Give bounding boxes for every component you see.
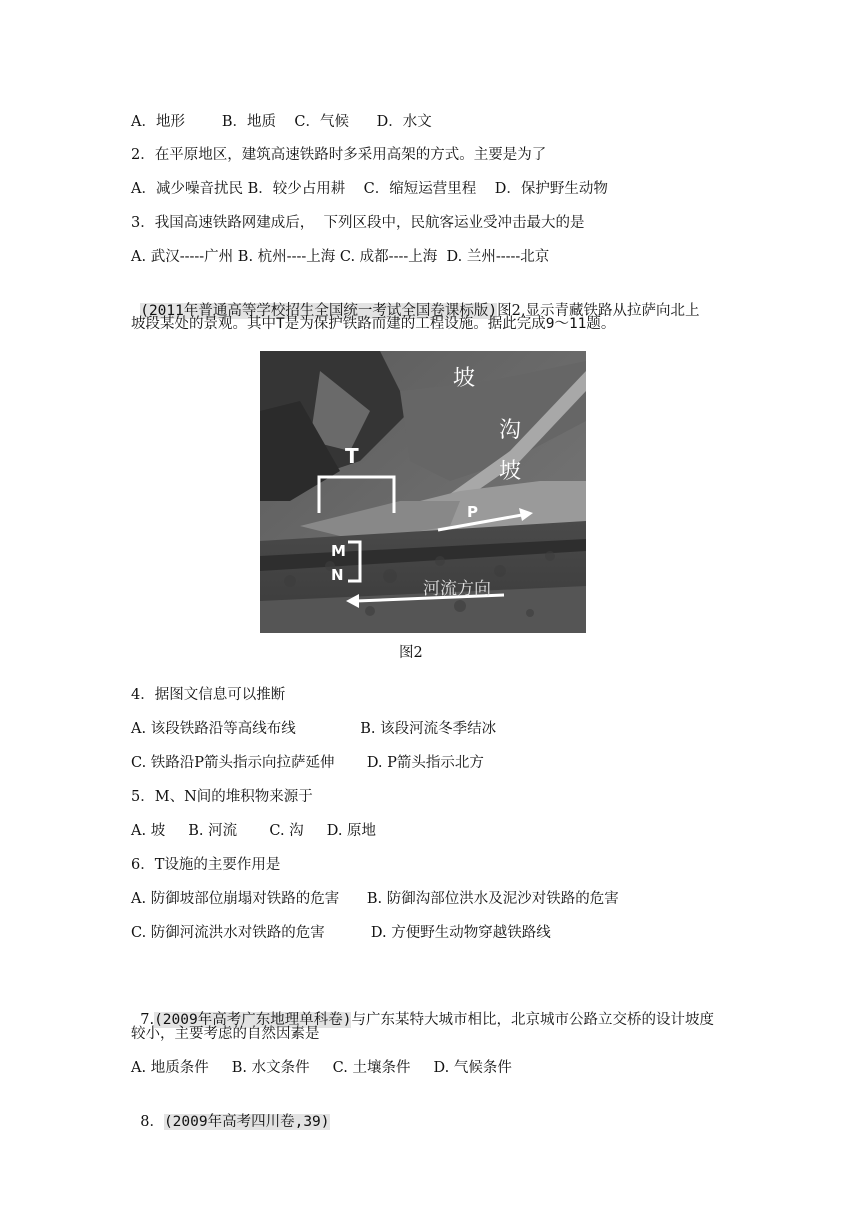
q7-prefix: 7.: [140, 1012, 155, 1028]
q7-rest: 与广东某特大城市相比，北京城市公路立交桥的设计坡度: [351, 1012, 714, 1028]
q2-stem: 2．在平原地区，建筑高速铁路时多采用高架的方式。主要是为了: [131, 147, 547, 163]
label-po-mid: 坡: [499, 459, 522, 484]
label-N: N: [331, 566, 344, 584]
q4-options-ab: A. 该段铁路沿等高线布线 B. 该段河流冬季结冰: [131, 721, 497, 737]
figure-2-photo: [260, 351, 586, 633]
q4-options-cd: C. 铁路沿P箭头指示向拉萨延伸 D. P箭头指示北方: [131, 755, 484, 771]
q5-stem: 5．M、N间的堆积物来源于: [131, 789, 313, 805]
label-gou: 沟: [499, 418, 522, 443]
q8-line: [131, 1092, 330, 1132]
q8-prefix: 8．: [140, 1114, 164, 1130]
source-2011: (2011年普通高等学校招生全国统一考试全国卷课标版): [140, 303, 498, 319]
label-M: M: [331, 542, 346, 560]
q6-stem: 6．T设施的主要作用是: [131, 857, 281, 873]
q8-source: (2009年高考四川卷,39): [163, 1114, 330, 1130]
q3-options: A. 武汉-----广州 B. 杭州----上海 C. 成都----上海 D. 兰州-----北京: [131, 249, 550, 265]
label-P: P: [467, 503, 478, 521]
q3-stem: 3．我国高速铁路网建成后， 下列区段中，民航客运业受冲击最大的是: [131, 215, 585, 231]
q4-stem: 4．据图文信息可以推断: [131, 687, 286, 703]
label-po-top: 坡: [453, 366, 476, 391]
q2-options: A．减少噪音扰民 B．较少占用耕 C．缩短运营里程 D．保护野生动物: [131, 181, 608, 197]
q7-source: (2009年高考广东地理单科卷): [154, 1012, 352, 1028]
label-T: T: [345, 444, 359, 468]
q7-line-2: 较小，主要考虑的自然因素是: [131, 1026, 320, 1042]
intro-line-2: 坡段某处的景观。其中T是为保护铁路而建的工程设施。据此完成9～11题。: [131, 316, 616, 332]
q6-options-ab: A. 防御坡部位崩塌对铁路的危害 B. 防御沟部位洪水及泥沙对铁路的危害: [131, 891, 619, 907]
q5-options: A. 坡 B. 河流 C. 沟 D. 原地: [131, 823, 377, 839]
label-river-direction: 河流方向: [423, 579, 491, 599]
q6-options-cd: C. 防御河流洪水对铁路的危害 D. 方便野生动物穿越铁路线: [131, 925, 551, 941]
q1-options: A．地形 B．地质 C．气候 D．水文: [131, 114, 432, 130]
q7-options: A. 地质条件 B. 水文条件 C. 土壤条件 D. 气候条件: [131, 1060, 512, 1076]
figure-caption: 图2: [399, 645, 423, 661]
intro-line-1-rest: 图2,显示青藏铁路从拉萨向北上: [497, 303, 700, 319]
